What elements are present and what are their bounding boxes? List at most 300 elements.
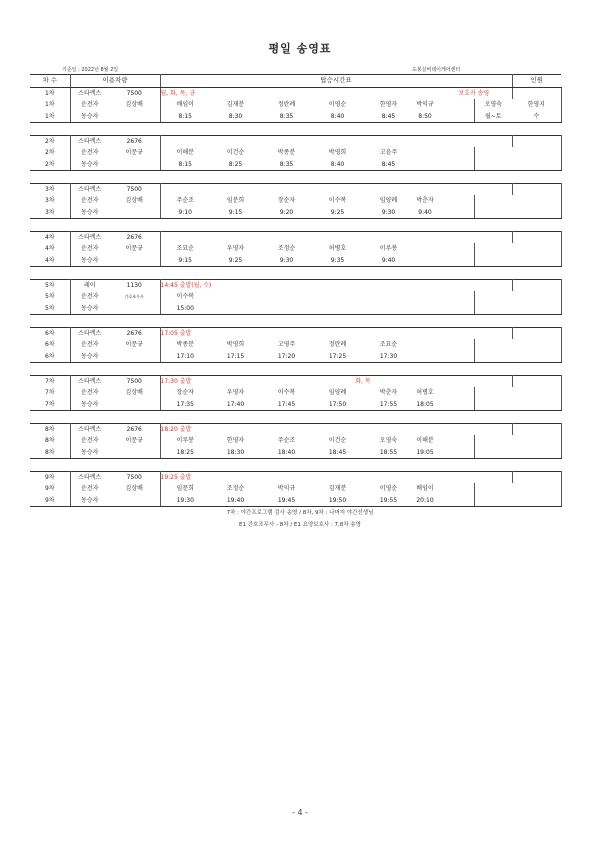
empty-cell: [512, 183, 561, 195]
table-row: [30, 387, 561, 399]
table-row: [30, 399, 561, 411]
pickup-time: [312, 303, 363, 315]
footnote-line: E1 간호조무사 - 8차 / E1 요양보호사 : 7,8차 송영: [238, 522, 361, 528]
extra-cell: [512, 399, 561, 411]
vehicle-cell: 동승자: [70, 303, 109, 315]
vehicle-cell: 운전자: [81, 293, 99, 300]
passenger-name: 이수복: [328, 197, 347, 204]
extra-cell: 월~토: [474, 111, 512, 123]
pickup-time: 17:35: [160, 399, 210, 411]
passenger-name: 주순조: [277, 437, 296, 444]
pickup-time: 9:40: [414, 207, 436, 219]
pickup-time: [414, 303, 436, 315]
car-number-cell: 3차: [30, 183, 70, 195]
vehicle-detail-cell: [109, 447, 160, 459]
vehicle-cell: 동승자: [70, 255, 109, 267]
spacer-cell: [30, 171, 561, 184]
pickup-time: 17:45: [261, 399, 312, 411]
pickup-time: 18:05: [414, 399, 436, 411]
table-row: [30, 207, 561, 219]
car-number-cell: 5차: [30, 291, 70, 303]
spacer-cell: [436, 483, 474, 495]
car-number-cell: 3차: [30, 195, 70, 207]
extra-cell: [512, 291, 561, 303]
extra-cell: [512, 147, 561, 159]
extra-cell: [474, 339, 512, 351]
guardian-transport: [436, 279, 512, 291]
passenger-name: 박영희: [328, 149, 347, 156]
passenger-name: 정란례: [277, 101, 296, 108]
passenger-name: 배임이: [176, 101, 194, 108]
passenger-name: 오영숙: [379, 437, 398, 444]
pickup-time: 9:20: [261, 207, 312, 219]
extra-cell: [512, 387, 561, 399]
passenger-name: 이루봉: [379, 245, 398, 252]
vehicle-detail-cell: 이문규: [109, 147, 160, 159]
pickup-time: [363, 303, 414, 315]
pickup-time: 8:30: [210, 111, 261, 123]
vehicle-detail-cell: 2676: [109, 231, 160, 243]
vehicle-detail-cell: [109, 111, 160, 123]
day-note: [312, 231, 414, 243]
vehicle-detail-cell: 김상배: [109, 99, 160, 111]
vehicle-cell: 운전자: [81, 245, 99, 252]
passenger-name: [414, 291, 436, 303]
car-number-cell: 8차: [30, 423, 70, 435]
pickup-time: 17:40: [210, 399, 261, 411]
day-note: [312, 279, 414, 291]
spacer-cell: [436, 195, 474, 207]
pickup-time: 8:40: [312, 111, 363, 123]
extra-cell: [474, 483, 512, 495]
departure-note: [160, 183, 312, 195]
departure-note: [160, 135, 312, 147]
pickup-time: 9:30: [261, 255, 312, 267]
extra-cell: [474, 495, 512, 507]
spacer-cell: [30, 315, 561, 328]
departure-note: 18:20 출발: [160, 423, 312, 435]
car-number-cell: 7차: [30, 387, 70, 399]
passenger-name: 박영희: [226, 341, 245, 348]
car-number-cell: 3차: [30, 207, 70, 219]
pickup-time: 19:30: [160, 495, 210, 507]
car-number-cell: 1차: [30, 87, 70, 99]
passenger-name: 이수복: [277, 389, 296, 396]
table-row: [30, 435, 561, 447]
spacer-cell: [436, 399, 474, 411]
table-row: [30, 111, 561, 123]
spacer-cell: [436, 447, 474, 459]
vehicle-detail-cell: [109, 303, 160, 315]
vehicle-detail-cell: 김상배: [109, 195, 160, 207]
passenger-name: [414, 243, 436, 255]
pickup-time: 8:25: [210, 159, 261, 171]
car-number-cell: 6차: [30, 339, 70, 351]
vehicle-cell: 운전자: [81, 389, 99, 396]
header-count: 인원: [512, 75, 561, 88]
header-vehicle: 이용차량: [70, 75, 160, 88]
day-note: 화, 목: [312, 375, 414, 387]
extra-cell: [474, 303, 512, 315]
pickup-time: 17:15: [210, 351, 261, 363]
empty-cell: [414, 375, 436, 387]
vehicle-detail-cell: 이문규: [109, 435, 160, 447]
table-row: [30, 375, 561, 387]
table-row: [30, 351, 561, 363]
passenger-name: 이루봉: [176, 437, 194, 444]
vehicle-cell: 운전자: [81, 485, 99, 492]
document-title: 평일 송영표: [268, 42, 332, 55]
extra-cell: [474, 435, 512, 447]
vehicle-cell: 스타렉스: [70, 423, 109, 435]
table-header-row: [30, 75, 561, 88]
vehicle-cell: 운전자: [81, 149, 99, 156]
extra-cell: [512, 495, 561, 507]
group-spacer: [30, 267, 561, 280]
spacer-cell: [436, 255, 474, 267]
spacer-cell: [436, 159, 474, 171]
passenger-name: [312, 291, 363, 303]
organization-name: 도봉실버데이케어센터: [412, 67, 461, 73]
passenger-name: 이수복: [176, 293, 194, 300]
passenger-name: 조묘순: [379, 341, 398, 348]
pickup-time: 19:45: [261, 495, 312, 507]
guardian-transport: [436, 471, 512, 483]
extra-cell: [512, 207, 561, 219]
pickup-time: 8:45: [363, 159, 414, 171]
group-spacer: [30, 411, 561, 424]
empty-cell: [414, 231, 436, 243]
passenger-name: 한영자: [379, 101, 398, 108]
car-number-cell: 5차: [30, 303, 70, 315]
page-number: - 4 -: [292, 808, 308, 817]
vehicle-cell: 스타렉스: [70, 183, 109, 195]
table-row: [30, 303, 561, 315]
table-row: [30, 255, 561, 267]
passenger-name: 김재분: [328, 485, 347, 492]
vehicle-detail-cell: [109, 159, 160, 171]
departure-note: 19:25 출발: [160, 471, 312, 483]
pickup-time: 18:55: [363, 447, 414, 459]
pickup-time: 19:55: [363, 495, 414, 507]
table-row: [30, 87, 561, 99]
passenger-name: 고영주: [277, 341, 296, 348]
pickup-time: 9:30: [363, 207, 414, 219]
pickup-time: 9:25: [210, 255, 261, 267]
guardian-transport: [436, 231, 512, 243]
vehicle-cell: 레이: [70, 279, 109, 291]
vehicle-cell: 동승자: [70, 399, 109, 411]
passenger-name: 조정순: [277, 245, 296, 252]
extra-cell: 한영지: [512, 99, 561, 111]
vehicle-detail-cell: 7500: [109, 375, 160, 387]
passenger-name: 조묘순: [176, 245, 194, 252]
vehicle-cell: 스타렉스: [70, 471, 109, 483]
extra-cell: [474, 255, 512, 267]
pickup-time: 20:10: [414, 495, 436, 507]
car-number-cell: 2차: [30, 159, 70, 171]
base-date: 기준일 : 2022년 8월 2일: [62, 67, 119, 73]
pickup-time: 18:40: [261, 447, 312, 459]
passenger-name: 조정순: [226, 485, 245, 492]
vehicle-detail-cell: 7500: [109, 183, 160, 195]
vehicle-cell: 스타렉스: [70, 87, 109, 99]
car-number-cell: 9차: [30, 495, 70, 507]
guardian-transport: [436, 327, 512, 339]
vehicle-cell: 스타렉스: [70, 375, 109, 387]
extra-cell: [512, 339, 561, 351]
passenger-name: 박춘자: [416, 197, 434, 204]
vehicle-cell: 운전자: [81, 341, 99, 348]
extra-cell: [512, 195, 561, 207]
pickup-time: 8:50: [414, 111, 436, 123]
vehicle-detail-cell: 김상배: [109, 387, 160, 399]
passenger-name: 이영순: [328, 101, 347, 108]
departure-note: 17:05 출발: [160, 327, 312, 339]
passenger-name: 김재분: [226, 101, 245, 108]
passenger-name: 장순자: [277, 197, 296, 204]
guardian-transport: [436, 423, 512, 435]
passenger-name: 임분희: [226, 197, 245, 204]
group-spacer: [30, 315, 561, 328]
pickup-time: 8:15: [160, 111, 210, 123]
vehicle-cell: 동승자: [70, 159, 109, 171]
group-spacer: [30, 219, 561, 232]
departure-note: [160, 231, 312, 243]
car-number-cell: 5차: [30, 279, 70, 291]
vehicle-detail-cell: [109, 207, 160, 219]
vehicle-detail-cell: [109, 399, 160, 411]
pickup-time: 8:35: [261, 111, 312, 123]
spacer-cell: [30, 267, 561, 280]
pickup-time: 18:45: [312, 447, 363, 459]
car-number-cell: 9차: [30, 471, 70, 483]
empty-cell: [512, 471, 561, 483]
table-row: [30, 159, 561, 171]
passenger-name: 이해분: [416, 437, 434, 444]
extra-cell: 수: [512, 111, 561, 123]
spacer-cell: [436, 495, 474, 507]
pickup-time: 19:05: [414, 447, 436, 459]
guardian-transport: [436, 375, 512, 387]
passenger-name: 이건순: [226, 149, 245, 156]
extra-cell: [512, 483, 561, 495]
guardian-transport: 보호자 송영: [436, 87, 512, 99]
passenger-name: 고윤주: [379, 149, 398, 156]
pickup-time: 15:00: [160, 303, 210, 315]
spacer-cell: [30, 219, 561, 232]
passenger-name: 임양례: [328, 389, 347, 396]
extra-cell: [474, 447, 512, 459]
vehicle-detail-cell: [109, 351, 160, 363]
pickup-time: 18:25: [160, 447, 210, 459]
passenger-name: [210, 291, 261, 303]
empty-cell: [512, 327, 561, 339]
pickup-time: 9:35: [312, 255, 363, 267]
car-number-cell: 1차: [30, 111, 70, 123]
vehicle-cell: 운전자: [81, 437, 99, 444]
extra-cell: [474, 399, 512, 411]
spacer-cell: [30, 123, 561, 136]
passenger-name: [414, 147, 436, 159]
empty-cell: [512, 231, 561, 243]
spacer-cell: [30, 363, 561, 376]
pickup-time: 9:40: [363, 255, 414, 267]
car-number-cell: 2차: [30, 135, 70, 147]
car-number-cell: 8차: [30, 435, 70, 447]
vehicle-detail-cell: 2676: [109, 135, 160, 147]
group-spacer: [30, 459, 561, 472]
car-number-cell: 4차: [30, 255, 70, 267]
pickup-time: 8:15: [160, 159, 210, 171]
empty-cell: [512, 87, 561, 99]
spacer-cell: [436, 111, 474, 123]
pickup-time: 8:35: [261, 159, 312, 171]
extra-cell: [474, 387, 512, 399]
pickup-time: 19:50: [312, 495, 363, 507]
empty-cell: [512, 423, 561, 435]
vehicle-cell: 스타렉스: [70, 135, 109, 147]
table-row: [30, 339, 561, 351]
empty-cell: [414, 423, 436, 435]
car-number-cell: 4차: [30, 243, 70, 255]
extra-cell: [474, 351, 512, 363]
pickup-time: 18:30: [210, 447, 261, 459]
pickup-time: 17:55: [363, 399, 414, 411]
vehicle-cell: 동승자: [70, 207, 109, 219]
pickup-time: [210, 303, 261, 315]
table-row: [30, 279, 561, 291]
extra-cell: [512, 159, 561, 171]
spacer-cell: [436, 339, 474, 351]
day-note: [312, 423, 414, 435]
extra-cell: 오영숙: [484, 101, 502, 108]
vehicle-cell: 스타렉스: [70, 327, 109, 339]
extra-cell: [512, 351, 561, 363]
day-note: [312, 327, 414, 339]
passenger-name: 임문희: [176, 485, 194, 492]
vehicle-cell: 동승자: [70, 447, 109, 459]
passenger-name: 임양례: [379, 197, 398, 204]
vehicle-cell: 동승자: [70, 111, 109, 123]
vehicle-detail-cell: 1130: [109, 279, 160, 291]
table-row: [30, 447, 561, 459]
empty-cell: [512, 135, 561, 147]
empty-cell: [414, 279, 436, 291]
vehicle-cell: 운전자: [81, 197, 99, 204]
pickup-time: 17:30: [363, 351, 414, 363]
table-row: [30, 99, 561, 111]
passenger-name: 이영순: [379, 485, 398, 492]
departure-note: 14:45 출발(월, 수): [160, 279, 312, 291]
pickup-time: 17:25: [312, 351, 363, 363]
pickup-time: 19:40: [210, 495, 261, 507]
passenger-name: 배임이: [416, 485, 434, 492]
vehicle-cell: 운전자: [81, 101, 99, 108]
car-number-cell: 7차: [30, 375, 70, 387]
passenger-name: 정란례: [328, 341, 347, 348]
footnote-line: 7차 : 야간프로그램 검사 송영 / 8차, 9차 : 나머지 야간선생님: [226, 510, 374, 516]
passenger-name: 박종분: [277, 149, 296, 156]
pickup-time: 9:25: [312, 207, 363, 219]
passenger-name: 허병호: [328, 245, 347, 252]
empty-cell: [414, 327, 436, 339]
table-row: [30, 471, 561, 483]
group-spacer: [30, 171, 561, 184]
vehicle-cell: 동승자: [70, 351, 109, 363]
pickup-time: 17:10: [160, 351, 210, 363]
extra-cell: [474, 195, 512, 207]
extra-cell: [512, 447, 561, 459]
footnotes: [0, 507, 600, 531]
extra-cell: [474, 159, 512, 171]
schedule-table: [30, 74, 561, 507]
car-number-cell: 6차: [30, 327, 70, 339]
spacer-cell: [436, 435, 474, 447]
pickup-time: 17:20: [261, 351, 312, 363]
spacer-cell: [436, 351, 474, 363]
group-spacer: [30, 123, 561, 136]
vehicle-detail-cell: 이문규: [109, 339, 160, 351]
passenger-name: [261, 291, 312, 303]
pickup-time: 8:40: [312, 159, 363, 171]
vehicle-detail-cell: 7500: [109, 87, 160, 99]
empty-cell: [512, 279, 561, 291]
day-note: [312, 135, 414, 147]
header-pickup: 탑승시간표: [160, 75, 512, 88]
guardian-transport: [436, 183, 512, 195]
day-note: [312, 183, 414, 195]
car-number-cell: 1차: [30, 99, 70, 111]
vehicle-cell: 스타렉스: [70, 231, 109, 243]
passenger-name: 주순조: [176, 197, 194, 204]
vehicle-detail-cell: 이문규: [109, 243, 160, 255]
table-row: [30, 483, 561, 495]
table-row: [30, 327, 561, 339]
spacer-cell: [436, 291, 474, 303]
group-spacer: [30, 363, 561, 376]
table-row: [30, 147, 561, 159]
pickup-time: 17:50: [312, 399, 363, 411]
car-number-cell: 6차: [30, 351, 70, 363]
spacer-cell: [30, 459, 561, 472]
passenger-name: [414, 339, 436, 351]
empty-cell: [414, 183, 436, 195]
passenger-name: 박익규: [277, 485, 296, 492]
passenger-name: 허병호: [416, 389, 434, 396]
extra-cell: [512, 303, 561, 315]
table-row: [30, 243, 561, 255]
pickup-time: [414, 255, 436, 267]
spacer-cell: [436, 147, 474, 159]
spacer-cell: [436, 99, 474, 111]
passenger-name: 박익규: [416, 101, 434, 108]
extra-cell: [474, 147, 512, 159]
pickup-time: 9:10: [160, 207, 210, 219]
spacer-cell: [436, 303, 474, 315]
pickup-time: 8:45: [363, 111, 414, 123]
passenger-name: 이해분: [176, 149, 194, 156]
day-note: [312, 471, 414, 483]
extra-cell: [512, 255, 561, 267]
passenger-name: 한영자: [226, 437, 245, 444]
departure-note: 월, 화, 목, 금: [160, 87, 312, 99]
pickup-time: [414, 159, 436, 171]
vehicle-detail-cell: 7500: [109, 471, 160, 483]
table-row: [30, 423, 561, 435]
vehicle-cell: 동승자: [70, 495, 109, 507]
pickup-time: 9:15: [160, 255, 210, 267]
